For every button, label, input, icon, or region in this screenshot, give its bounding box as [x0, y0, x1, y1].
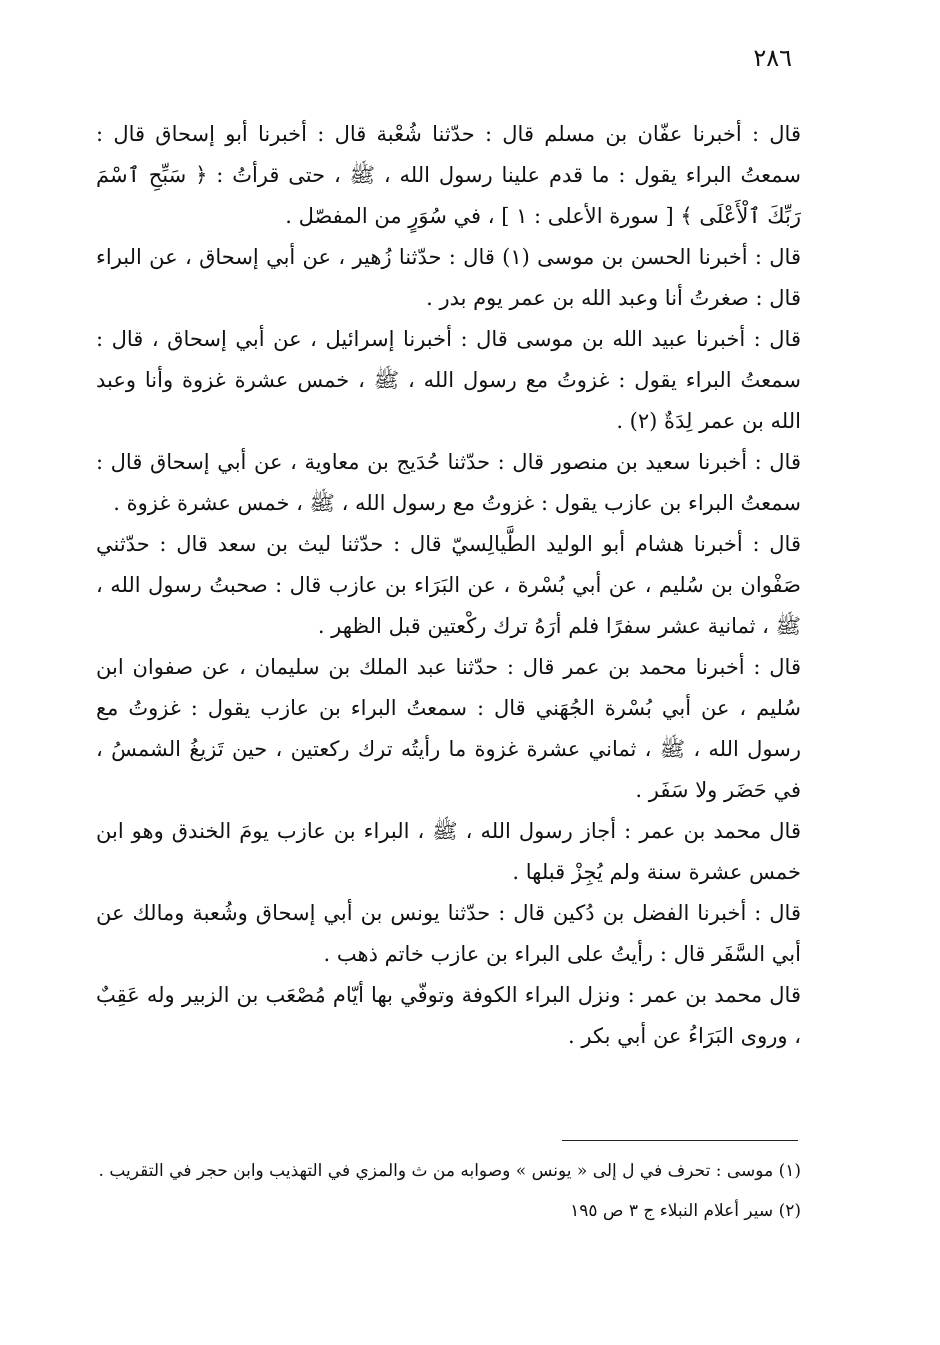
footnote: (٢) سير أعلام النبلاء ج ٣ ص ١٩٥ [570, 1201, 801, 1221]
paragraph: قال : أخبرنا عبيد الله بن موسى قال : أخبرنا إسرائيل ، عن أبي إسحاق ، قال : سمعتُ البراء يقول : غزوتُ مع رسول الله ، ﷺ ، خمس عشرة غزوة وأنا وعبد الله بن عمر لِدَةٌ (٢) . [96, 327, 801, 433]
footnote-separator [562, 1140, 798, 1141]
footnotes [96, 1154, 801, 1234]
paragraph: قال : أخبرنا محمد بن عمر قال : حدّثنا عبد الملك بن سليمان ، عن صفوان ابن سُليم ، عن أبي بُسْرة الجُهَني قال : سمعتُ البراء بن عازب يقول : غزوتُ مع رسول الله ، ﷺ ، ثماني عشرة غزوة ما رأيتُه ترك ركعتين ، حين تَزيغُ الشمسُ ، في حَضَر ولا سَفَر . [96, 655, 801, 802]
paragraph: قال : أخبرنا هشام أبو الوليد الطَّيالِسيّ قال : حدّثنا ليث بن سعد قال : حدّثني صَفْوان بن سُليم ، عن أبي بُسْرة ، عن البَرَاء بن عازب قال : صحبتُ رسول الله ، ﷺ ، ثمانية عشر سفرًا فلم أرَهُ ترك ركْعتين قبل الظهر . [96, 532, 801, 638]
page-number: ٢٨٦ [753, 44, 792, 72]
paragraph: قال : أخبرنا الحسن بن موسى (١) قال : حدّثنا زُهير ، عن أبي إسحاق ، عن البراء قال : صغرتُ أنا وعبد الله بن عمر يوم بدر . [96, 245, 801, 310]
main-text [96, 114, 801, 1057]
footnote: (١) موسى : تحرف في ل إلى « يونس » وصوابه من ث والمزي في التهذيب وابن حجر في التقريب . [98, 1161, 801, 1181]
paragraph: قال : أخبرنا عفّان بن مسلم قال : حدّثنا شُعْبة قال : أخبرنا أبو إسحاق قال : سمعتُ البراء يقول : ما قدم علينا رسول الله ، ﷺ ، حتى قرأتُ : ﴿ سَبِّحِ ٱسْمَ رَبِّكَ ٱلْأَعْلَى ﴾ [ سورة الأعلى : ١ ] ، في سُوَرٍ من المفصّل . [96, 122, 801, 228]
paragraph: قال : أخبرنا الفضل بن دُكين قال : حدّثنا يونس بن أبي إسحاق وشُعبة ومالك عن أبي السَّفَر قال : رأيتُ على البراء بن عازب خاتم ذهب . [96, 901, 801, 966]
paragraph: قال محمد بن عمر : ونزل البراء الكوفة وتوفّي بها أيّام مُصْعَب بن الزبير وله عَقِبٌ ، وروى البَرَاءُ عن أبي بكر . [96, 983, 801, 1048]
paragraph: قال : أخبرنا سعيد بن منصور قال : حدّثنا حُدَيج بن معاوية ، عن أبي إسحاق قال : سمعتُ البراء بن عازب يقول : غزوتُ مع رسول الله ، ﷺ ، خمس عشرة غزوة . [96, 450, 801, 515]
paragraph: قال محمد بن عمر : أجاز رسول الله ، ﷺ ، البراء بن عازب يومَ الخندق وهو ابن خمس عشرة سنة ولم يُجِزْ قبلها . [96, 819, 801, 884]
